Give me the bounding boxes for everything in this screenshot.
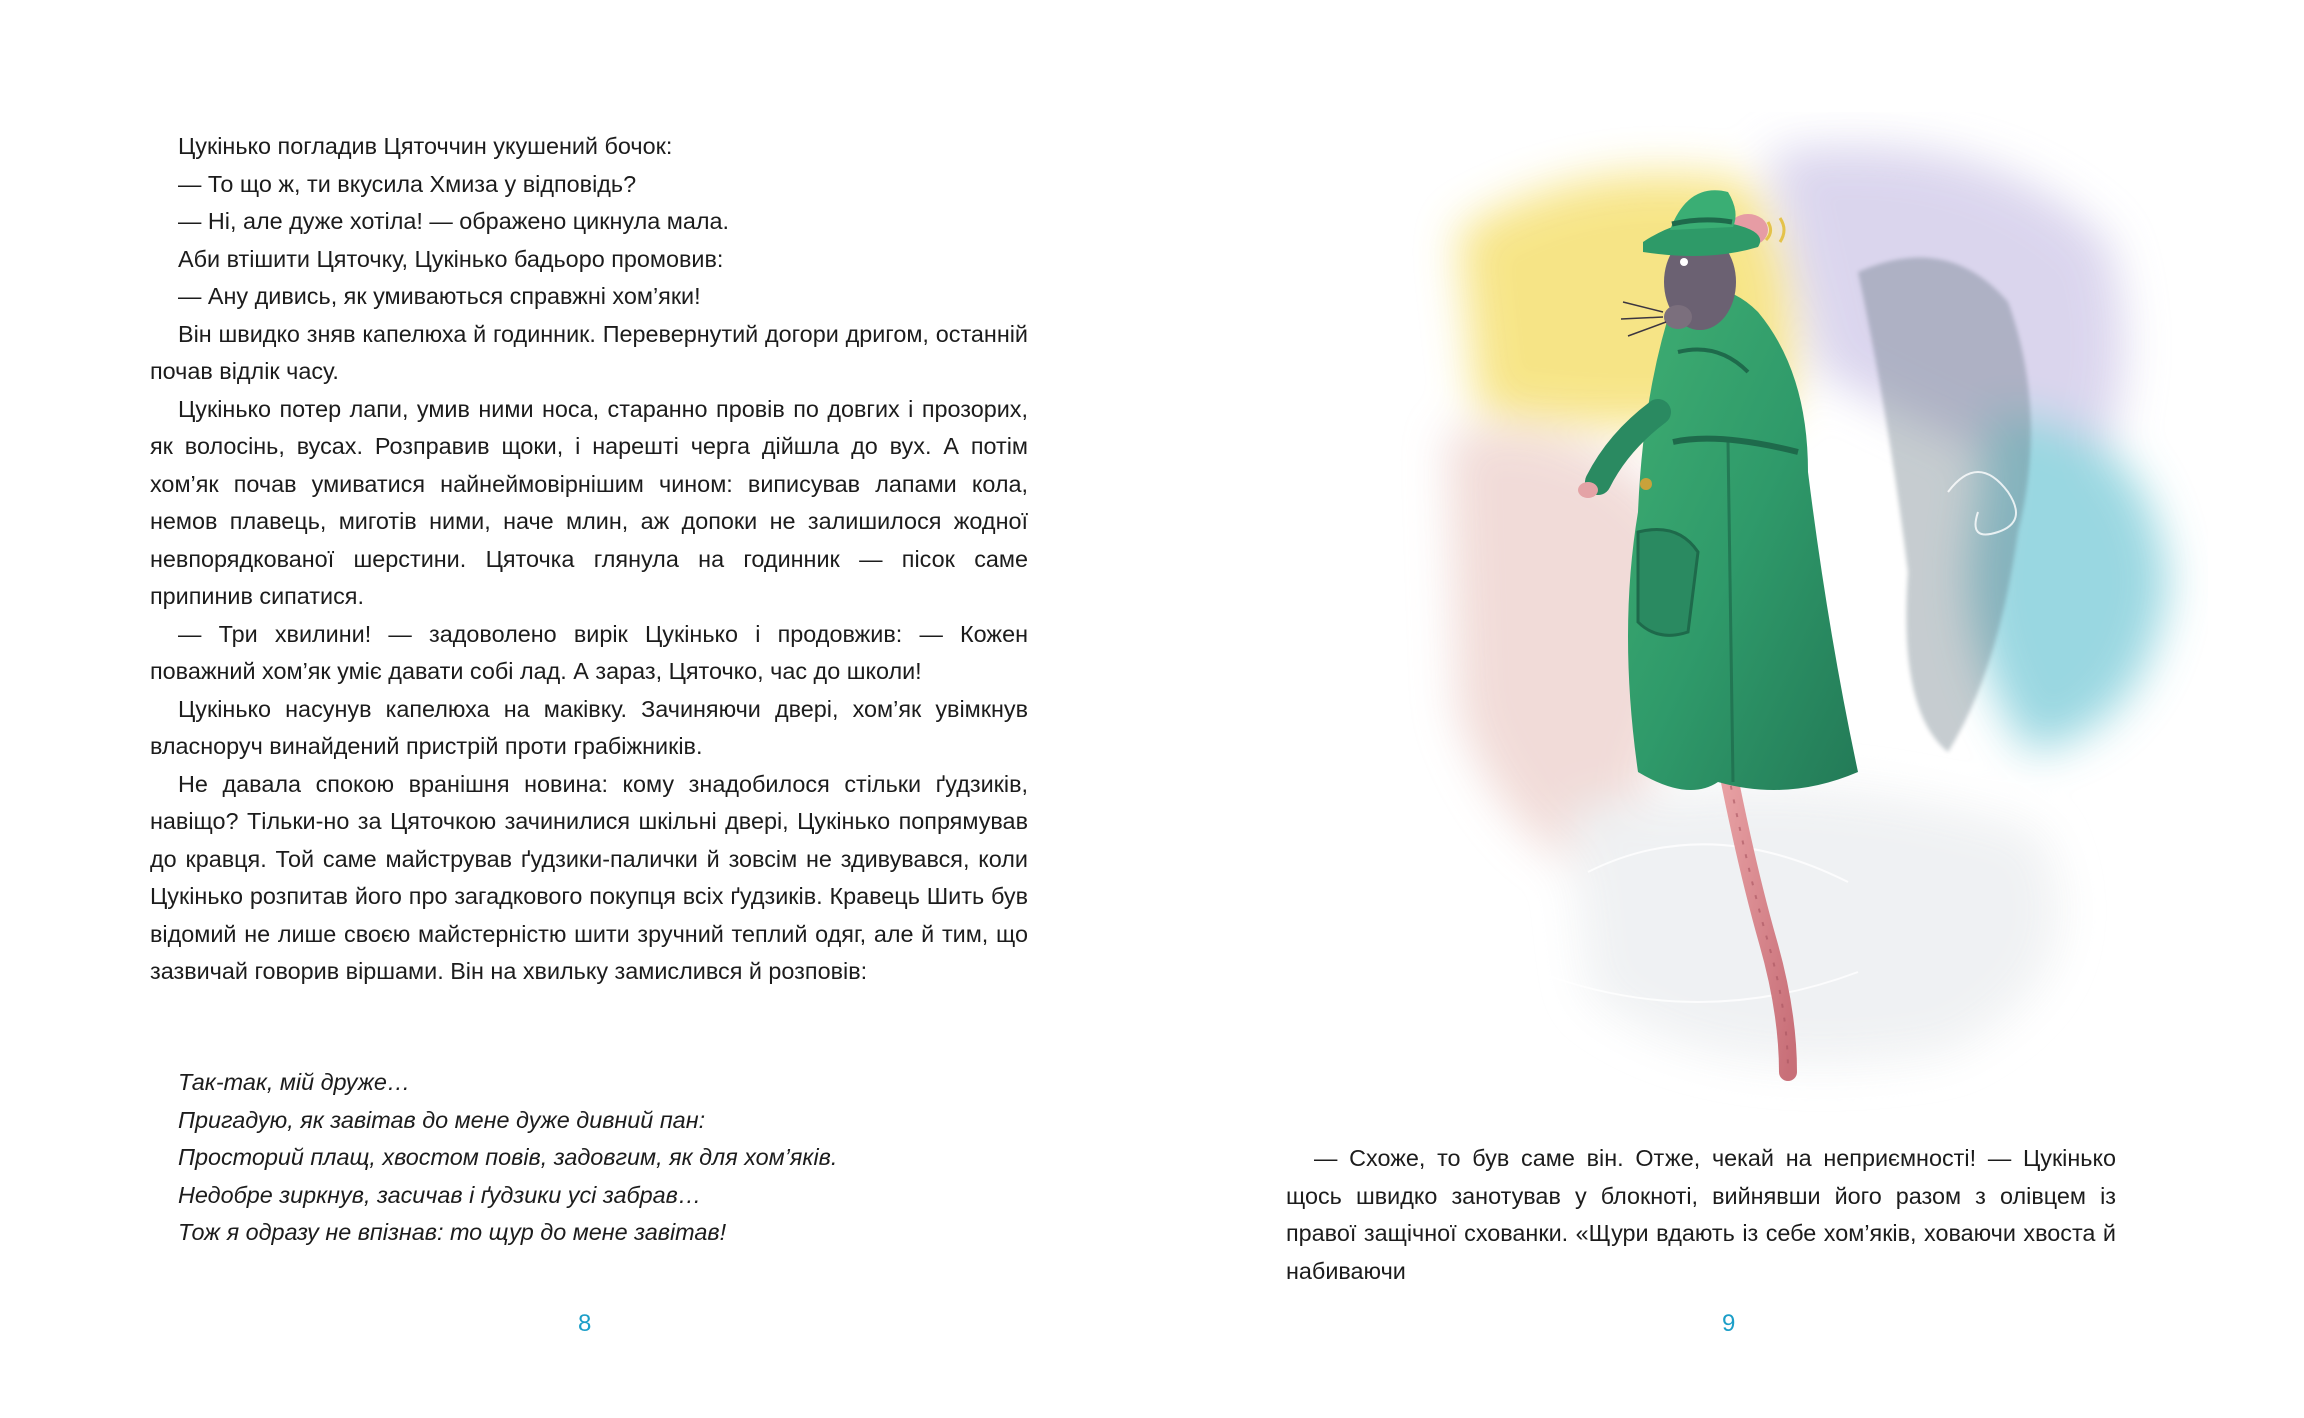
- paragraph: — Ану дивись, як умиваються справжні хом’яки!: [178, 283, 701, 309]
- right-text-block: [1286, 1140, 2116, 1290]
- paragraph: Він швидко зняв капелюха й годинник. Перевернутий догори дригом, останній почав відлік часу.: [150, 320, 1028, 384]
- verse-line: Так-так, мій друже…: [178, 1069, 411, 1095]
- verse-line: Просторий плащ, хвостом повів, задовгим, як для хом’яків.: [178, 1144, 838, 1170]
- verse-line: Недобре зиркнув, засичав і ґудзики усі забрав…: [178, 1181, 702, 1208]
- page-number-left: 8: [578, 1310, 592, 1337]
- left-text-block: [150, 128, 1028, 991]
- paragraph: Цукінько насунув капелюха на маківку. Зачиняючи двері, хом’як увімкнув власноруч винайдений пристрій проти грабіжників.: [150, 695, 1028, 759]
- paragraph: — То що ж, ти вкусила Хмиза у відповідь?: [178, 170, 637, 197]
- verse-block: [178, 1064, 1078, 1252]
- paragraph: — Три хвилини! — задоволено вирік Цукінько і продовжив: — Кожен поважний хом’як уміє давати собі лад. А зараз, Цяточко, час до школи!: [150, 620, 1028, 684]
- paragraph: — Схоже, то був саме він. Отже, чекай на неприємності! — Цукінько щось швидко занотував у блокноті, вийнявши його разом з олівцем із правої защічної схованки. «Щури вдають із себе хом’яків, ховаючи хвоста й набиваючи: [1286, 1145, 2116, 1284]
- rat-illustration: [1388, 112, 2208, 1112]
- paragraph: — Ні, але дуже хотіла! — ображено цикнула мала.: [178, 208, 729, 234]
- page-number-right: 9: [1722, 1310, 1736, 1337]
- paragraph: Цукінько потер лапи, умив ними носа, старанно провів по довгих і прозорих, як волосінь, вусах. Розправив щоки, і нарешті черга дійшла до вух. А потім хом’як почав умиватися найнеймовірнішим чином: виписував лапами кола, немов плавець, миготів ними, наче млин, аж допоки не залишилося жодної невпорядкованої шерстини. Цяточка глянула на годинник — пісок саме припинив сипатися.: [150, 395, 1028, 609]
- right-page: [1152, 0, 2304, 1418]
- paragraph: Цукінько погладив Цяточчин укушений бочок:: [178, 133, 673, 159]
- paragraph: Не давала спокою вранішня новина: кому знадобилося стільки ґудзиків, навіщо? Тільки-но за Цяточкою зачинилися шкільні двері, Цукінько попрямував до кравця. Той саме майстрував ґудзики-палички й зовсім не здивувався, коли Цукінько розпитав його про загадкового покупця всіх ґудзиків. Кравець Шить був відомий не лише своєю майстерністю шити зручний теплий одяг, але й тим, що зазвичай говорив віршами. Він на хвильку замислився й розповів:: [150, 770, 1028, 984]
- verse-line: Тож я одразу не впізнав: то щур до мене завітав!: [178, 1219, 727, 1245]
- paragraph: Аби втішити Цяточку, Цукінько бадьоро промовив:: [178, 245, 724, 272]
- verse-line: Пригадую, як завітав до мене дуже дивний пан:: [178, 1106, 706, 1133]
